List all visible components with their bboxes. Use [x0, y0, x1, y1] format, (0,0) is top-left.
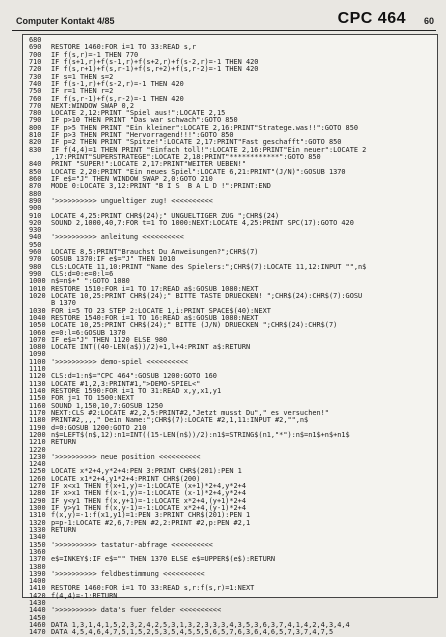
code-line [29, 520, 433, 527]
line-code: RESTORE 1540:FOR i=1 TO 16:READ a$:GOSUB 1080:NEXT [51, 313, 259, 322]
line-code: IF p>10 THEN PRINT "Das war schwach":GOTO 850 [51, 116, 238, 125]
code-line [29, 198, 433, 205]
line-code: B 1370 [51, 299, 76, 308]
line-number: 790 [29, 116, 42, 125]
line-number: 970 [29, 255, 42, 264]
code-line [29, 359, 433, 366]
code-line [29, 234, 433, 241]
line-code: FOR i=5 TO 23 STEP 2:LOCATE 1,i:PRINT SPACE$(40):NEXT [51, 306, 271, 315]
line-code: LOCATE 2,20:PRINT "Ein neues Spiel":LOCATE 6,21:PRINT"(J/N)":GOSUB 1370 [51, 167, 346, 176]
line-number: 1070 [29, 335, 46, 344]
line-code: n$=n$+" ":GOTO 1080 [51, 277, 130, 286]
line-code: IF y>y1 THEN f(x,y-1)=-1:LOCATE x*2+4,(y-1)*2+4 [51, 504, 246, 512]
line-code: LOCATE 10,25:PRINT CHR$(24);" BITTE TASTE DRUECKEN! ";CHR$(24):CHR$(7):GOSU [51, 291, 363, 300]
code-line [29, 542, 433, 549]
code-line [29, 183, 433, 190]
line-number: 1090 [29, 350, 46, 359]
line-code: '>>>>>>>>>> tastatur-abfrage <<<<<<<<<< [51, 540, 213, 549]
line-number: 1330 [29, 525, 46, 534]
line-number: 750 [29, 87, 42, 96]
listing-lines [29, 37, 433, 637]
line-code: e$=INKEY$:IF e$="" THEN 1370 ELSE e$=UPPER$(e$):RETURN [51, 555, 276, 564]
line-number: 880 [29, 189, 42, 198]
line-code: MODE 0:LOCATE 3,12:PRINT "B I S B A L D !":PRINT:END [51, 182, 271, 191]
line-number: 820 [29, 138, 42, 147]
line-code: e=0:l=6:GOSUB 1370 [51, 328, 126, 337]
line-number: 1300 [29, 504, 46, 512]
code-line [29, 344, 433, 351]
line-number: 830 [29, 145, 42, 154]
line-number: 1320 [29, 518, 46, 527]
line-code: RETURN [51, 438, 76, 447]
line-code: IF f(4,4)=1 THEN PRINT "Einfach toll!":LOCATE 2,16:PRINT"Ein neuer":LOCATE 2 [51, 145, 367, 154]
line-code: LOCATE 10,25:PRINT CHR$(24);" BITTE (J/N) DRUECKEN ";CHR$(24):CHR$(7) [51, 321, 338, 330]
program-listing [22, 34, 438, 637]
line-number: 1220 [29, 445, 46, 454]
line-code: '>>>>>>>>>> anleitung <<<<<<<<<< [51, 233, 184, 242]
line-number: 1160 [29, 401, 46, 410]
line-code: DATA 1,3,1,4,1,5,2,3,2,4,2,5,3,1,3,2,3,3,3,4,3,5,3,6,3,7,4,1,4,2,4,3,4,4 [51, 621, 350, 629]
line-code: IF f(s+1,r)+f(s-1,r)+f(s+2,r)+f(s-2,r)=-1 THEN 420 [51, 57, 259, 66]
line-code: RESTORE 1510:FOR i=1 TO 17:READ a$:GOSUB 1080:NEXT [51, 284, 259, 293]
line-number: 1390 [29, 569, 46, 578]
line-number: 740 [29, 79, 42, 88]
line-code: '>>>>>>>>>> feldbestimmung <<<<<<<<<< [51, 569, 205, 578]
line-number: 910 [29, 211, 42, 220]
line-number: 1200 [29, 430, 46, 439]
line-number: 860 [29, 174, 42, 183]
page-header [12, 6, 436, 31]
code-line [29, 527, 433, 534]
magazine-title: Computer Kontakt 4/85 [16, 16, 115, 26]
line-code: PRINT "SUPER!":LOCATE 2,17:PRINT"WEITER UEBEN!" [51, 160, 246, 169]
line-number: 1050 [29, 321, 46, 330]
line-code: IF f(s,r-1)+f(s,r-2)=-1 THEN 420 [51, 94, 184, 103]
line-number: 950 [29, 240, 42, 249]
line-number: 1380 [29, 562, 46, 571]
line-number: 890 [29, 196, 42, 205]
line-number: 1190 [29, 423, 46, 432]
line-number: 1290 [29, 496, 46, 505]
line-code: LOCATE #1,2,3:PRINT#1,">DEMO-SPIEL<" [51, 379, 201, 388]
line-code: ,17:PRINT"SUPERSTRATEGE":LOCATE 2,18:PRINT"************":GOTO 850 [51, 153, 321, 161]
code-line [29, 432, 433, 439]
line-number: 870 [29, 182, 42, 191]
line-code: CLS:d=1:n$="CPC 464":GOSUB 1200:GOTO 160 [51, 372, 217, 381]
section-title: CPC 464 [337, 10, 406, 27]
line-number: 690 [29, 43, 42, 52]
line-number: 840 [29, 160, 42, 169]
line-code: FOR j=1 TO 1500:NEXT [51, 394, 134, 403]
line-number: 940 [29, 233, 42, 242]
line-number: 920 [29, 218, 42, 227]
line-number: 960 [29, 248, 42, 257]
line-number: 1270 [29, 482, 46, 491]
code-line [29, 571, 433, 578]
line-number: 720 [29, 65, 42, 74]
line-code: CLS:LOCATE 11,10:PRINT "Name des Spielers:";CHR$(7):LOCATE 11,12:INPUT "",n$ [51, 262, 367, 271]
line-number: 780 [29, 109, 42, 118]
line-number: 1310 [29, 511, 46, 520]
line-number: 730 [29, 72, 42, 81]
line-code: f(x,y)=-1:f(x1,y1)=1:PEN 3:PRINT CHR$(201):PEN 1 [51, 511, 251, 520]
line-code: DATA 4,5,4,6,4,7,5,1,5,2,5,3,5,4,5,5,5,6,5,7,6,3,6,4,6,5,7,3,7,4,7,5 [51, 628, 334, 637]
line-code: '>>>>>>>>>> ungueltiger zug! <<<<<<<<<< [51, 196, 213, 205]
line-code: LOCATE x1*2+4,y1*2+4:PRINT CHR$(200) [51, 474, 201, 483]
line-number: 1260 [29, 474, 46, 483]
line-number: 1110 [29, 365, 46, 374]
line-number: 1430 [29, 599, 46, 608]
code-line [29, 629, 433, 636]
line-code: SOUND 1,150,10,7:GOSUB 1250 [51, 401, 164, 410]
line-code: '>>>>>>>>>> neue position <<<<<<<<<< [51, 452, 201, 461]
line-number: 710 [29, 57, 42, 66]
line-number: 1170 [29, 408, 46, 417]
line-code: RESTORE 1460:FOR i=1 TO 33:READ s,r [51, 43, 197, 52]
line-number: 1360 [29, 547, 46, 556]
line-code: IF p=2 THEN PRINT "Spitze!":LOCATE 2,17:PRINT"Fast geschafft":GOTO 850 [51, 138, 342, 147]
line-number: 1150 [29, 394, 46, 403]
line-number: 900 [29, 204, 42, 213]
line-code: SOUND 2,1000,40,7:FOR t=1 TO 1000:NEXT:LOCATE 4,25:PRINT SPC(17):GOTO 420 [51, 218, 354, 227]
line-code: RETURN [51, 525, 76, 534]
line-number: 1010 [29, 284, 46, 293]
line-number: 990 [29, 270, 42, 278]
line-code: IF x>x1 THEN f(x-1,y)=-1:LOCATE (x-1)*2+4,y*2+4 [51, 489, 246, 498]
line-code: LOCATE INT((40-LEN(a$))/2)+1,l+4:PRINT a$:RETURN [51, 343, 251, 352]
line-number: 1350 [29, 540, 46, 549]
line-number: 1100 [29, 357, 46, 366]
line-number: 760 [29, 94, 42, 103]
line-number: 1080 [29, 343, 46, 352]
code-line [29, 439, 433, 446]
line-code: PRINT#2,,,," Dein Name:";CHR$(7):LOCATE #2,1,11:INPUT #2,"",n$ [51, 416, 309, 425]
line-code: IF e$="J" THEN WINDOW SWAP 2,0:GOTO 210 [51, 174, 213, 183]
code-line [29, 220, 433, 227]
line-number: 1420 [29, 591, 46, 600]
line-code: CLS:d=0:e=0:l=6 [51, 270, 114, 278]
code-line [29, 556, 433, 563]
line-number: 980 [29, 262, 42, 271]
line-number: 1020 [29, 291, 46, 300]
code-line [29, 454, 433, 461]
line-number: 1000 [29, 277, 46, 286]
line-number: 1370 [29, 555, 46, 564]
code-line [29, 593, 433, 600]
line-number: 1440 [29, 606, 46, 615]
line-number: 1030 [29, 306, 46, 315]
page-number: 60 [423, 16, 434, 26]
line-number: 930 [29, 226, 42, 235]
line-number: 700 [29, 50, 42, 59]
line-code: p=p-1:LOCATE #2,6,7:PEN #2,2:PRINT #2,p:PEN #2,1 [51, 518, 251, 527]
line-number: 1400 [29, 577, 46, 586]
code-line [29, 293, 433, 300]
line-code: IF p>3 THEN PRINT "Hervorragend!!!":GOTO 850 [51, 131, 234, 140]
line-number: 810 [29, 131, 42, 140]
line-code: LOCATE 8,5:PRINT"Brauchst Du Anweisungen?";CHR$(7) [51, 248, 259, 257]
line-code: IF p>5 THEN PRINT "Ein kleiner":LOCATE 2,16:PRINT"Stratege.was!!":GOTO 850 [51, 123, 358, 132]
line-number: 1460 [29, 621, 46, 629]
line-code: LOCATE x*2+4,y*2+4:PEN 3:PRINT CHR$(201):PEN 1 [51, 467, 242, 476]
line-number: 680 [29, 36, 42, 44]
line-number: 1470 [29, 628, 46, 637]
line-code: d=0:GOSUB 1200:GOTO 210 [51, 423, 147, 432]
line-code: LOCATE 4,25:PRINT CHR$(24);" UNGUELTIGER ZUG ";CHR$(24) [51, 211, 280, 220]
line-number: 770 [29, 101, 42, 110]
line-number: 850 [29, 167, 42, 176]
line-code: IF e$="J" THEN 1120 ELSE 980 [51, 335, 168, 344]
line-code: NEXT:CLS #2:LOCATE #2,2,5:PRINT#2,"Jetzt musst Du"," es versuchen!" [51, 408, 329, 417]
line-number: 1060 [29, 328, 46, 337]
line-code: f(4,4)=-1:RETURN [51, 591, 118, 600]
line-number: 1180 [29, 416, 46, 425]
line-code: IF f(s,r+1)+f(s,r-1)+f(s,r+2)+f(s,r-2)=-1 THEN 420 [51, 65, 259, 74]
line-number: 1140 [29, 387, 46, 395]
line-number: 1410 [29, 584, 46, 593]
line-number: 1230 [29, 452, 46, 461]
line-code: NEXT:WINDOW SWAP 0,2 [51, 101, 134, 110]
line-code: RESTORE 1590:FOR i=1 TO 31:READ x,y,x1,y1 [51, 387, 222, 395]
line-number: 1340 [29, 533, 46, 542]
line-number: 1450 [29, 613, 46, 622]
line-code: n$=LEFT$(n$,12):n1=INT((15-LEN(n$))/2):n1$=STRING$(n1,"*"):n$=n1$+n$+n1$ [51, 430, 350, 439]
line-number: 1280 [29, 489, 46, 498]
code-line [29, 607, 433, 614]
line-code: IF f(s-1,r)+f(s-2,r)=-1 THEN 420 [51, 79, 184, 88]
line-number: 1240 [29, 460, 46, 469]
line-code: '>>>>>>>>>> data's fuer felder <<<<<<<<<< [51, 606, 222, 615]
line-number: 1210 [29, 438, 46, 447]
line-code: IF x<x1 THEN f(x+1,y)=-1:LOCATE (x+1)*2+4,y*2+4 [51, 482, 246, 491]
line-code: IF y<y1 THEN f(x,y+1)=-1:LOCATE x*2+4,(y+1)*2+4 [51, 496, 246, 505]
line-code: IF f(s,r)=-1 THEN 770 [51, 50, 139, 59]
line-number: 800 [29, 123, 42, 132]
line-code: IF r=1 THEN r=2 [51, 87, 114, 96]
line-number: 1130 [29, 379, 46, 388]
line-code: LOCATE 2,12:PRINT "Spiel aus!":LOCATE 2,15 [51, 109, 226, 118]
line-number: 1040 [29, 313, 46, 322]
line-code: RESTORE 1460:FOR i=1 TO 33:READ s,r:f(s,r)=1:NEXT [51, 584, 255, 593]
line-code: IF s=1 THEN s=2 [51, 72, 114, 81]
line-code: GOSUB 1370:IF e$="J" THEN 1010 [51, 255, 176, 264]
line-number: 1120 [29, 372, 46, 381]
line-number: 1250 [29, 467, 46, 476]
line-code: '>>>>>>>>>> demo-spiel <<<<<<<<<< [51, 357, 188, 366]
